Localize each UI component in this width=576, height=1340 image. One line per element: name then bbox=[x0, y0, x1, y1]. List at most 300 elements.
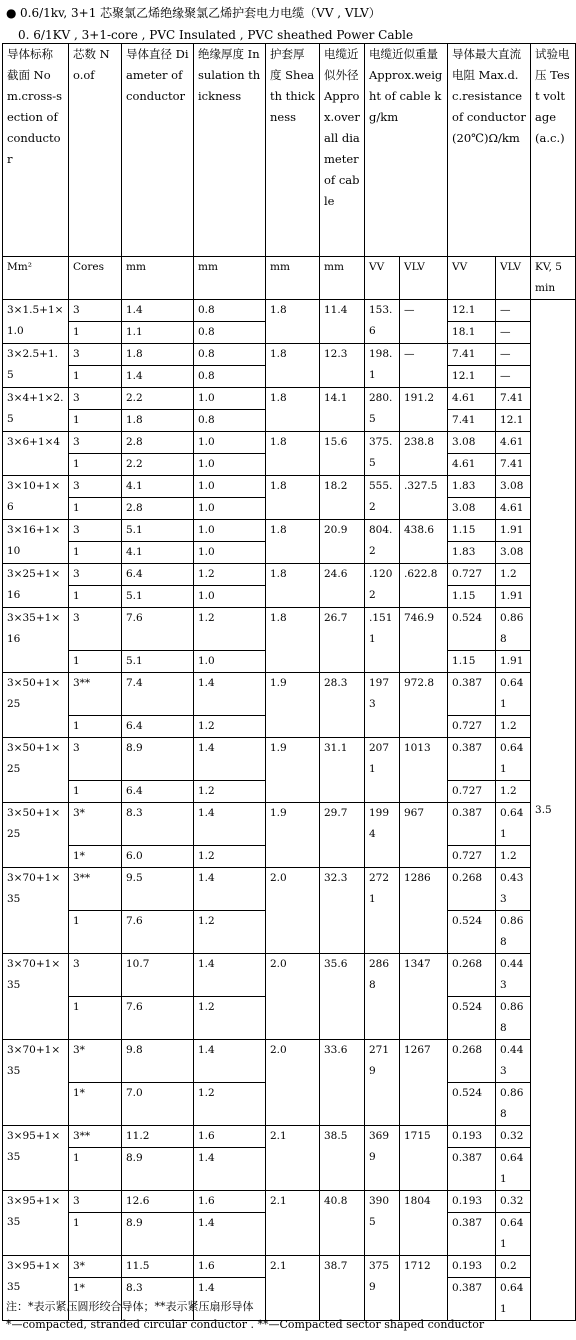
cell-resistance-vlv: 0.641 bbox=[496, 1278, 531, 1321]
cell-cores: 1 bbox=[69, 997, 122, 1040]
header-weight: 电缆近似重量 Approx.weight of cable kg/km bbox=[365, 44, 448, 257]
cell-resistance-vlv: 1.2 bbox=[496, 716, 531, 738]
cell-section: 3×70+1×35 bbox=[3, 868, 69, 954]
cell-cores: 3 bbox=[69, 476, 122, 498]
cell-resistance-vv: 4.61 bbox=[448, 454, 496, 476]
header-test-voltage: 试验电压 Test voltage(a.c.) bbox=[531, 44, 576, 257]
cell-resistance-vv: 7.41 bbox=[448, 410, 496, 432]
cell-insulation: 0.8 bbox=[194, 366, 266, 388]
cell-section: 3×50+1×25 bbox=[3, 673, 69, 738]
cell-weight-vv: 555.2 bbox=[365, 476, 400, 520]
cell-weight-vlv: 1712 bbox=[400, 1256, 448, 1321]
cell-insulation: 1.0 bbox=[194, 476, 266, 498]
cell-resistance-vlv: 1.2 bbox=[496, 846, 531, 868]
cell-insulation: 1.4 bbox=[194, 954, 266, 997]
cell-resistance-vv: 3.08 bbox=[448, 432, 496, 454]
table-row bbox=[3, 1126, 576, 1148]
cell-resistance-vv: 0.524 bbox=[448, 1083, 496, 1126]
cell-overall-diameter: 33.6 bbox=[320, 1040, 365, 1126]
title-chinese: 0.6/1kv, 3+1 芯聚氯乙烯绝缘聚氯乙烯护套电力电缆（VV , VLV） bbox=[20, 6, 381, 20]
cell-resistance-vlv: 0.641 bbox=[496, 1148, 531, 1191]
header-sheath: 护套厚度 Sheath thickness bbox=[266, 44, 320, 257]
cell-resistance-vlv: 0.641 bbox=[496, 673, 531, 716]
document-title bbox=[6, 5, 381, 21]
cell-insulation: 0.8 bbox=[194, 300, 266, 322]
cell-diameter: 7.4 bbox=[122, 673, 194, 716]
cell-resistance-vlv: 0.443 bbox=[496, 1040, 531, 1083]
cell-overall-diameter: 12.3 bbox=[320, 344, 365, 388]
cell-resistance-vlv: — bbox=[496, 300, 531, 322]
cell-weight-vv: 3699 bbox=[365, 1126, 400, 1191]
cell-section: 3×50+1×25 bbox=[3, 803, 69, 868]
cell-insulation: 1.4 bbox=[194, 1213, 266, 1256]
cell-sheath: 2.1 bbox=[266, 1256, 320, 1321]
cell-resistance-vv: 0.524 bbox=[448, 608, 496, 651]
cell-diameter: 11.5 bbox=[122, 1256, 194, 1278]
cell-resistance-vlv: 0.433 bbox=[496, 868, 531, 911]
cell-resistance-vlv: 0.868 bbox=[496, 911, 531, 954]
cell-resistance-vv: 0.727 bbox=[448, 781, 496, 803]
cell-section: 3×2.5+1.5 bbox=[3, 344, 69, 388]
header-row bbox=[3, 44, 576, 257]
cell-resistance-vlv: 1.91 bbox=[496, 586, 531, 608]
cell-resistance-vv: 0.387 bbox=[448, 673, 496, 716]
bullet-icon: ● bbox=[6, 6, 17, 20]
cell-cores: 1 bbox=[69, 1148, 122, 1191]
cell-diameter: 6.4 bbox=[122, 781, 194, 803]
cell-weight-vlv: .622.8 bbox=[400, 564, 448, 608]
cell-insulation: 1.2 bbox=[194, 846, 266, 868]
table-row bbox=[3, 520, 576, 542]
cell-sheath: 1.9 bbox=[266, 673, 320, 738]
table-row bbox=[3, 476, 576, 498]
cell-cores: 3 bbox=[69, 1191, 122, 1213]
footnote-chinese: 注：*表示紧压圆形绞合导体；**表示紧压扇形导体 bbox=[6, 1300, 254, 1313]
cell-section: 3×6+1×4 bbox=[3, 432, 69, 476]
cell-overall-diameter: 28.3 bbox=[320, 673, 365, 738]
cell-insulation: 1.4 bbox=[194, 1148, 266, 1191]
cell-diameter: 1.8 bbox=[122, 410, 194, 432]
cell-diameter: 5.1 bbox=[122, 651, 194, 673]
cell-diameter: 12.6 bbox=[122, 1191, 194, 1213]
cell-weight-vlv: .327.5 bbox=[400, 476, 448, 520]
table-row bbox=[3, 608, 576, 651]
cell-weight-vlv: 1013 bbox=[400, 738, 448, 803]
cell-resistance-vv: 7.41 bbox=[448, 344, 496, 366]
cell-resistance-vlv: 0.641 bbox=[496, 803, 531, 846]
cell-diameter: 8.9 bbox=[122, 738, 194, 781]
cell-weight-vv: 198.1 bbox=[365, 344, 400, 388]
cell-weight-vv: 2721 bbox=[365, 868, 400, 954]
cell-insulation: 1.2 bbox=[194, 781, 266, 803]
cell-sheath: 1.8 bbox=[266, 432, 320, 476]
cell-cores: 3** bbox=[69, 868, 122, 911]
cell-resistance-vlv: 3.08 bbox=[496, 542, 531, 564]
cell-cores: 1* bbox=[69, 1083, 122, 1126]
unit-overall-diameter: mm bbox=[320, 257, 365, 300]
cell-cores: 3 bbox=[69, 564, 122, 586]
unit-test-voltage: KV, 5min bbox=[531, 257, 576, 300]
cell-weight-vv: 2719 bbox=[365, 1040, 400, 1126]
cell-diameter: 9.5 bbox=[122, 868, 194, 911]
cell-diameter: 8.9 bbox=[122, 1148, 194, 1191]
cell-resistance-vv: 18.1 bbox=[448, 322, 496, 344]
cell-overall-diameter: 18.2 bbox=[320, 476, 365, 520]
cell-section: 3×95+1×35 bbox=[3, 1191, 69, 1256]
cell-cores: 3 bbox=[69, 520, 122, 542]
cell-weight-vlv: — bbox=[400, 300, 448, 344]
cell-weight-vv: 3905 bbox=[365, 1191, 400, 1256]
cell-insulation: 1.0 bbox=[194, 432, 266, 454]
cell-insulation: 1.2 bbox=[194, 608, 266, 651]
cell-cores: 1 bbox=[69, 322, 122, 344]
cell-sheath: 1.8 bbox=[266, 520, 320, 564]
cell-weight-vlv: 238.8 bbox=[400, 432, 448, 476]
cell-resistance-vlv: 12.1 bbox=[496, 410, 531, 432]
cell-section: 3×70+1×35 bbox=[3, 954, 69, 1040]
cell-resistance-vv: 0.387 bbox=[448, 738, 496, 781]
cell-sheath: 2.1 bbox=[266, 1126, 320, 1191]
cell-resistance-vv: 1.83 bbox=[448, 476, 496, 498]
cell-resistance-vv: 0.727 bbox=[448, 846, 496, 868]
unit-insulation: mm bbox=[194, 257, 266, 300]
unit-diameter: mm bbox=[122, 257, 194, 300]
cell-cores: 1 bbox=[69, 651, 122, 673]
cell-insulation: 1.0 bbox=[194, 388, 266, 410]
cell-sheath: 1.9 bbox=[266, 738, 320, 803]
table-row bbox=[3, 1040, 576, 1083]
cell-diameter: 1.4 bbox=[122, 300, 194, 322]
cell-resistance-vlv: 1.91 bbox=[496, 520, 531, 542]
cell-resistance-vlv: 0.868 bbox=[496, 1083, 531, 1126]
cell-resistance-vlv: 1.2 bbox=[496, 564, 531, 586]
cell-resistance-vlv: 7.41 bbox=[496, 454, 531, 476]
cell-cores: 1 bbox=[69, 716, 122, 738]
unit-weight-vv: VV bbox=[365, 257, 400, 300]
cell-insulation: 1.6 bbox=[194, 1191, 266, 1213]
cell-weight-vlv: 1715 bbox=[400, 1126, 448, 1191]
cell-section: 3×95+1×35 bbox=[3, 1126, 69, 1191]
cell-cores: 1 bbox=[69, 586, 122, 608]
cell-cores: 3** bbox=[69, 673, 122, 716]
cell-overall-diameter: 14.1 bbox=[320, 388, 365, 432]
cell-diameter: 7.6 bbox=[122, 608, 194, 651]
cell-resistance-vv: 0.524 bbox=[448, 997, 496, 1040]
table-row bbox=[3, 868, 576, 911]
cell-cores: 3* bbox=[69, 803, 122, 846]
cell-sheath: 2.1 bbox=[266, 1191, 320, 1256]
table-row bbox=[3, 300, 576, 322]
cell-weight-vlv: 746.9 bbox=[400, 608, 448, 673]
cell-insulation: 1.0 bbox=[194, 651, 266, 673]
cell-insulation: 0.8 bbox=[194, 322, 266, 344]
cell-weight-vlv: 972.8 bbox=[400, 673, 448, 738]
cell-weight-vlv: 967 bbox=[400, 803, 448, 868]
cell-resistance-vlv: 0.32 bbox=[496, 1191, 531, 1213]
cell-weight-vv: 804.2 bbox=[365, 520, 400, 564]
cell-diameter: 7.6 bbox=[122, 997, 194, 1040]
cell-cores: 3 bbox=[69, 344, 122, 366]
cell-diameter: 11.2 bbox=[122, 1126, 194, 1148]
footnotes bbox=[6, 1298, 484, 1334]
cell-resistance-vv: 0.268 bbox=[448, 868, 496, 911]
cell-diameter: 8.9 bbox=[122, 1213, 194, 1256]
cell-diameter: 5.1 bbox=[122, 520, 194, 542]
cell-section: 3×16+1×10 bbox=[3, 520, 69, 564]
cell-cores: 3* bbox=[69, 1256, 122, 1278]
cell-diameter: 10.7 bbox=[122, 954, 194, 997]
cell-diameter: 5.1 bbox=[122, 586, 194, 608]
cell-section: 3×50+1×25 bbox=[3, 738, 69, 803]
cell-weight-vlv: 438.6 bbox=[400, 520, 448, 564]
cell-resistance-vv: 0.387 bbox=[448, 1213, 496, 1256]
cell-weight-vv: 2071 bbox=[365, 738, 400, 803]
cell-cores: 3 bbox=[69, 738, 122, 781]
cell-sheath: 1.8 bbox=[266, 344, 320, 388]
cell-resistance-vv: 0.387 bbox=[448, 803, 496, 846]
cell-resistance-vlv: 7.41 bbox=[496, 388, 531, 410]
cell-weight-vlv: 1267 bbox=[400, 1040, 448, 1126]
cell-resistance-vlv: 0.32 bbox=[496, 1126, 531, 1148]
cell-cores: 3** bbox=[69, 1126, 122, 1148]
unit-sheath: mm bbox=[266, 257, 320, 300]
cell-weight-vv: 1973 bbox=[365, 673, 400, 738]
cell-resistance-vv: 0.193 bbox=[448, 1191, 496, 1213]
cell-cores: 3 bbox=[69, 300, 122, 322]
cell-weight-vv: 280.5 bbox=[365, 388, 400, 432]
table-row bbox=[3, 432, 576, 454]
cell-resistance-vv: 1.15 bbox=[448, 520, 496, 542]
cell-insulation: 1.4 bbox=[194, 803, 266, 846]
cell-resistance-vlv: — bbox=[496, 366, 531, 388]
cell-overall-diameter: 31.1 bbox=[320, 738, 365, 803]
cell-resistance-vv: 3.08 bbox=[448, 498, 496, 520]
table-row bbox=[3, 1191, 576, 1213]
unit-resistance-vlv: VLV bbox=[496, 257, 531, 300]
cell-sheath: 1.8 bbox=[266, 388, 320, 432]
table-row bbox=[3, 1256, 576, 1278]
cell-weight-vlv: 1347 bbox=[400, 954, 448, 1040]
cell-overall-diameter: 24.6 bbox=[320, 564, 365, 608]
cell-section: 3×25+1×16 bbox=[3, 564, 69, 608]
cell-section: 3×95+1×35 bbox=[3, 1256, 69, 1321]
cell-resistance-vlv: 0.868 bbox=[496, 997, 531, 1040]
cell-sheath: 2.0 bbox=[266, 954, 320, 1040]
cell-resistance-vv: 12.1 bbox=[448, 366, 496, 388]
cell-insulation: 1.4 bbox=[194, 673, 266, 716]
unit-weight-vlv: VLV bbox=[400, 257, 448, 300]
title-english: 0. 6/1KV , 3+1-core , PVC Insulated , PVC sheathed Power Cable bbox=[18, 28, 414, 42]
cell-overall-diameter: 38.5 bbox=[320, 1126, 365, 1191]
cell-sheath: 1.8 bbox=[266, 300, 320, 344]
unit-cores: Cores bbox=[69, 257, 122, 300]
cell-weight-vv: .1511 bbox=[365, 608, 400, 673]
cell-diameter: 7.0 bbox=[122, 1083, 194, 1126]
cell-diameter: 2.2 bbox=[122, 454, 194, 476]
cell-insulation: 1.2 bbox=[194, 911, 266, 954]
cell-weight-vv: 375.5 bbox=[365, 432, 400, 476]
cell-resistance-vv: 1.15 bbox=[448, 651, 496, 673]
cell-weight-vv: 153.6 bbox=[365, 300, 400, 344]
cell-diameter: 4.1 bbox=[122, 476, 194, 498]
cell-cores: 1 bbox=[69, 454, 122, 476]
cell-diameter: 9.8 bbox=[122, 1040, 194, 1083]
cell-resistance-vlv: 0.641 bbox=[496, 1213, 531, 1256]
cell-diameter: 2.8 bbox=[122, 498, 194, 520]
table-row bbox=[3, 738, 576, 781]
cell-cores: 1 bbox=[69, 498, 122, 520]
cell-resistance-vv: 0.268 bbox=[448, 1040, 496, 1083]
cell-resistance-vlv: 0.2 bbox=[496, 1256, 531, 1278]
cell-cores: 1* bbox=[69, 1278, 122, 1321]
cell-diameter: 2.2 bbox=[122, 388, 194, 410]
cell-insulation: 1.2 bbox=[194, 564, 266, 586]
header-insulation: 绝缘厚度 Insulation thickness bbox=[194, 44, 266, 257]
unit-resistance-vv: VV bbox=[448, 257, 496, 300]
cell-insulation: 1.6 bbox=[194, 1256, 266, 1278]
cell-overall-diameter: 15.6 bbox=[320, 432, 365, 476]
cell-resistance-vv: 0.387 bbox=[448, 1148, 496, 1191]
header-cores: 芯数 No.of bbox=[69, 44, 122, 257]
cell-resistance-vv: 0.193 bbox=[448, 1256, 496, 1278]
cell-insulation: 1.0 bbox=[194, 542, 266, 564]
cell-test-voltage: 3.5 bbox=[531, 300, 576, 1321]
cell-insulation: 1.4 bbox=[194, 1040, 266, 1083]
cell-resistance-vlv: 4.61 bbox=[496, 498, 531, 520]
cell-overall-diameter: 26.7 bbox=[320, 608, 365, 673]
cell-weight-vlv: 191.2 bbox=[400, 388, 448, 432]
cell-section: 3×1.5+1×1.0 bbox=[3, 300, 69, 344]
cell-cores: 3 bbox=[69, 388, 122, 410]
cell-cores: 3* bbox=[69, 1040, 122, 1083]
cell-section: 3×4+1×2.5 bbox=[3, 388, 69, 432]
cell-section: 3×70+1×35 bbox=[3, 1040, 69, 1126]
cell-sheath: 2.0 bbox=[266, 1040, 320, 1126]
cell-insulation: 1.4 bbox=[194, 738, 266, 781]
cell-overall-diameter: 29.7 bbox=[320, 803, 365, 868]
cell-weight-vv: .1202 bbox=[365, 564, 400, 608]
cell-cores: 1 bbox=[69, 410, 122, 432]
cell-overall-diameter: 35.6 bbox=[320, 954, 365, 1040]
cell-weight-vlv: 1286 bbox=[400, 868, 448, 954]
cell-weight-vv: 3759 bbox=[365, 1256, 400, 1321]
cell-diameter: 7.6 bbox=[122, 911, 194, 954]
cell-resistance-vv: 0.387 bbox=[448, 1278, 496, 1321]
cell-cores: 1 bbox=[69, 542, 122, 564]
cell-sheath: 1.8 bbox=[266, 608, 320, 673]
cell-overall-diameter: 20.9 bbox=[320, 520, 365, 564]
cell-overall-diameter: 32.3 bbox=[320, 868, 365, 954]
cell-weight-vlv: 1804 bbox=[400, 1191, 448, 1256]
cell-resistance-vlv: 1.2 bbox=[496, 781, 531, 803]
table-row bbox=[3, 388, 576, 410]
cell-insulation: 1.4 bbox=[194, 868, 266, 911]
cell-resistance-vv: 1.83 bbox=[448, 542, 496, 564]
cell-cores: 1* bbox=[69, 846, 122, 868]
cell-sheath: 2.0 bbox=[266, 868, 320, 954]
header-diameter: 导体直径 Diameter of conductor bbox=[122, 44, 194, 257]
cell-section: 3×35+1×16 bbox=[3, 608, 69, 673]
table-row bbox=[3, 344, 576, 366]
cell-cores: 1 bbox=[69, 1213, 122, 1256]
cell-resistance-vlv: — bbox=[496, 322, 531, 344]
cell-insulation: 1.6 bbox=[194, 1126, 266, 1148]
cell-resistance-vv: 0.524 bbox=[448, 911, 496, 954]
header-resistance: 导体最大直流电阻 Max.d.c.resistance of conductor(20℃)Ω/km bbox=[448, 44, 531, 257]
cell-resistance-vlv: 0.641 bbox=[496, 738, 531, 781]
cell-diameter: 6.4 bbox=[122, 564, 194, 586]
unit-section: Mm² bbox=[3, 257, 69, 300]
cell-cores: 1 bbox=[69, 366, 122, 388]
header-nominal-section: 导体标称截面 Nom.cross-section of conductor bbox=[3, 44, 69, 257]
cell-cores: 3 bbox=[69, 608, 122, 651]
cell-insulation: 0.8 bbox=[194, 410, 266, 432]
cell-resistance-vv: 4.61 bbox=[448, 388, 496, 410]
cell-diameter: 1.8 bbox=[122, 344, 194, 366]
cell-diameter: 8.3 bbox=[122, 803, 194, 846]
cell-resistance-vlv: 1.91 bbox=[496, 651, 531, 673]
table-row bbox=[3, 954, 576, 997]
cell-insulation: 1.0 bbox=[194, 520, 266, 542]
cell-diameter: 4.1 bbox=[122, 542, 194, 564]
cell-resistance-vv: 0.727 bbox=[448, 716, 496, 738]
cell-resistance-vlv: 0.443 bbox=[496, 954, 531, 997]
table-row bbox=[3, 673, 576, 716]
cell-insulation: 1.2 bbox=[194, 716, 266, 738]
cell-cores: 1 bbox=[69, 911, 122, 954]
cell-resistance-vv: 0.193 bbox=[448, 1126, 496, 1148]
table-row bbox=[3, 564, 576, 586]
cell-weight-vv: 2868 bbox=[365, 954, 400, 1040]
cell-diameter: 6.0 bbox=[122, 846, 194, 868]
cell-overall-diameter: 11.4 bbox=[320, 300, 365, 344]
cell-weight-vv: 1994 bbox=[365, 803, 400, 868]
table-row bbox=[3, 803, 576, 846]
cell-sheath: 1.8 bbox=[266, 564, 320, 608]
cell-section: 3×10+1×6 bbox=[3, 476, 69, 520]
cell-resistance-vlv: 0.868 bbox=[496, 608, 531, 651]
header-overall-diameter: 电缆近似外径 Approx.overall diameter of cable bbox=[320, 44, 365, 257]
cell-insulation: 0.8 bbox=[194, 344, 266, 366]
cell-diameter: 8.3 bbox=[122, 1278, 194, 1321]
cell-insulation: 1.4 bbox=[194, 1278, 266, 1321]
cell-resistance-vv: 1.15 bbox=[448, 586, 496, 608]
cell-insulation: 1.2 bbox=[194, 1083, 266, 1126]
cell-insulation: 1.0 bbox=[194, 498, 266, 520]
cell-insulation: 1.0 bbox=[194, 454, 266, 476]
cell-sheath: 1.9 bbox=[266, 803, 320, 868]
cell-weight-vlv: — bbox=[400, 344, 448, 388]
cell-diameter: 2.8 bbox=[122, 432, 194, 454]
unit-row bbox=[3, 257, 576, 300]
cell-resistance-vv: 12.1 bbox=[448, 300, 496, 322]
cell-resistance-vlv: — bbox=[496, 344, 531, 366]
cell-cores: 3 bbox=[69, 432, 122, 454]
cell-diameter: 6.4 bbox=[122, 716, 194, 738]
cell-resistance-vlv: 3.08 bbox=[496, 476, 531, 498]
cell-overall-diameter: 40.8 bbox=[320, 1191, 365, 1256]
cell-overall-diameter: 38.7 bbox=[320, 1256, 365, 1321]
cell-diameter: 1.4 bbox=[122, 366, 194, 388]
cell-resistance-vlv: 4.61 bbox=[496, 432, 531, 454]
cell-insulation: 1.2 bbox=[194, 997, 266, 1040]
cell-insulation: 1.0 bbox=[194, 586, 266, 608]
cable-spec-table bbox=[2, 43, 576, 1321]
cell-cores: 3 bbox=[69, 954, 122, 997]
cell-cores: 1 bbox=[69, 781, 122, 803]
cell-sheath: 1.8 bbox=[266, 476, 320, 520]
footnote-english: *—compacted, stranded circular conductor . **—Compacted sector shaped conductor bbox=[6, 1318, 485, 1331]
